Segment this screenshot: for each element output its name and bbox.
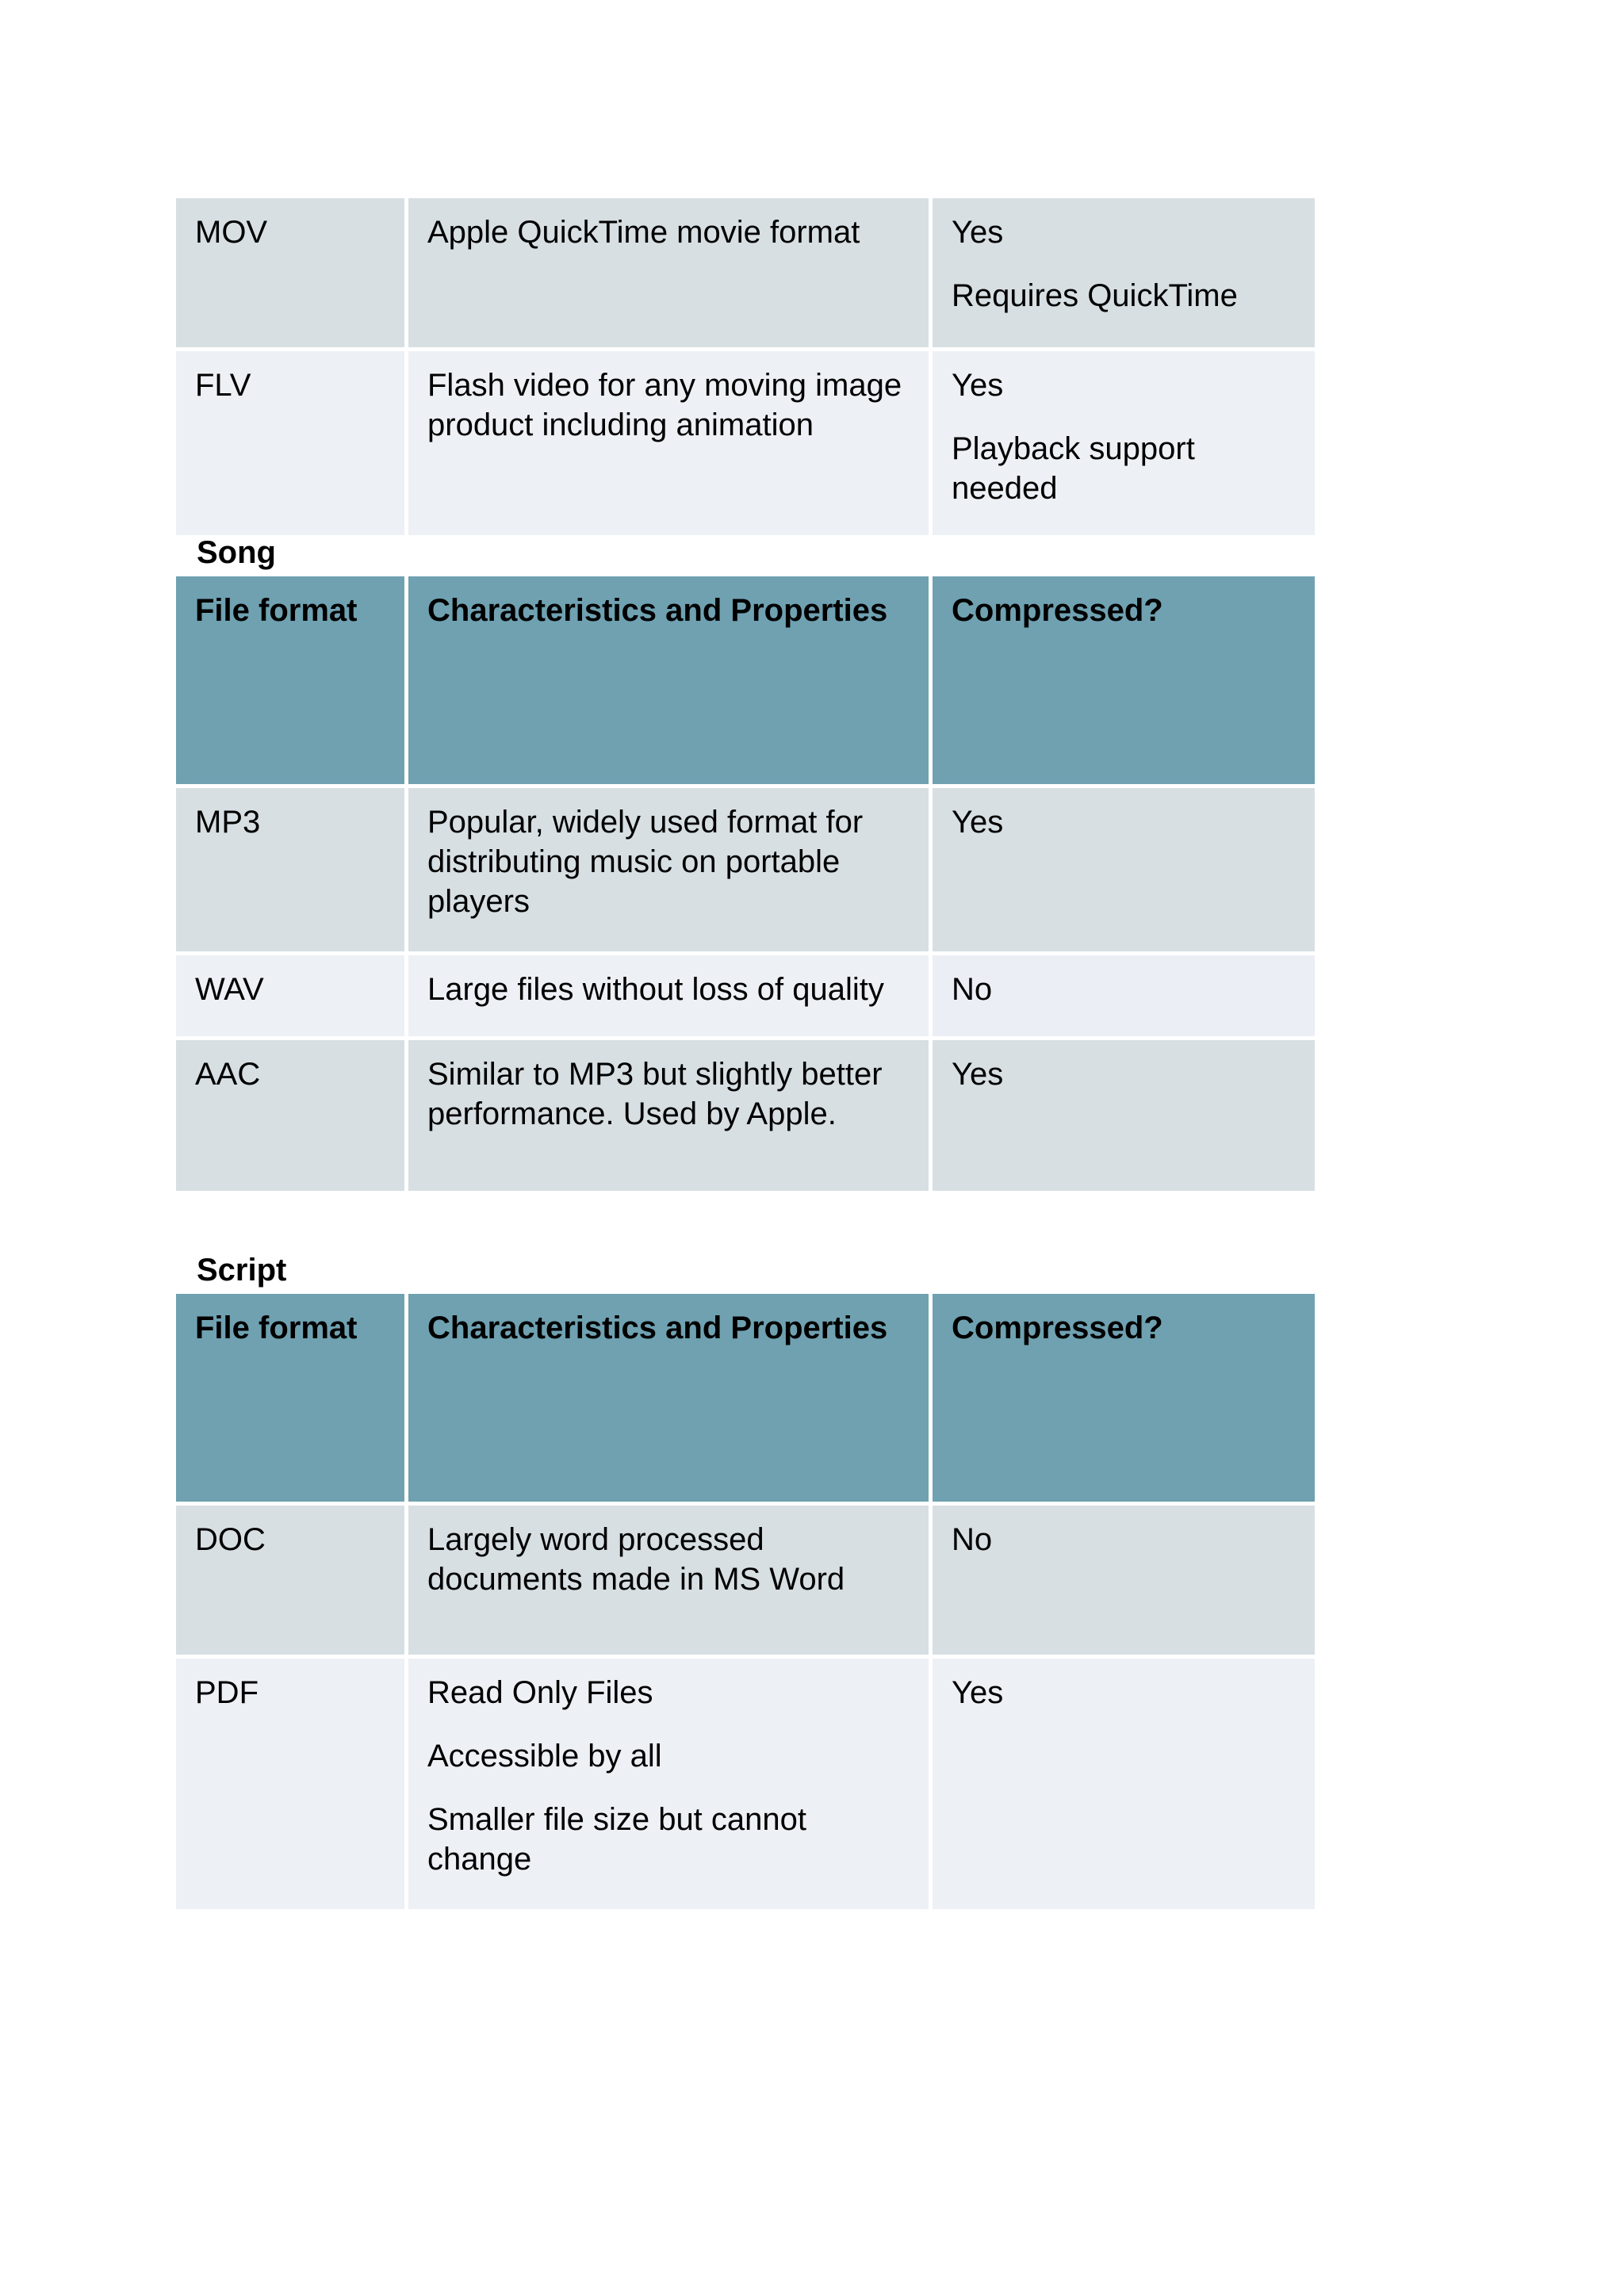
format-cell: WAV — [176, 955, 404, 1036]
table-row — [176, 351, 1315, 535]
format-cell: MP3 — [176, 788, 404, 951]
video-formats-table — [172, 194, 1319, 539]
format-cell: AAC — [176, 1040, 404, 1191]
description-cell: Popular, widely used format for distributing music on portable players — [408, 788, 929, 951]
document-page — [176, 198, 1316, 1913]
column-header: File format — [176, 1294, 404, 1502]
song-formats-table — [172, 572, 1319, 1195]
compressed-cell: No — [933, 1506, 1315, 1655]
table-header-row — [176, 576, 1315, 784]
column-header: File format — [176, 576, 404, 784]
format-cell: PDF — [176, 1659, 404, 1909]
column-header: Characteristics and Properties — [408, 576, 929, 784]
section-title-song: Song — [197, 535, 276, 570]
description-cell: Largely word processed documents made in MS Word — [408, 1506, 929, 1655]
compressed-cell: Yes — [933, 1040, 1315, 1191]
description-cell: Large files without loss of quality — [408, 955, 929, 1036]
table-row — [176, 955, 1315, 1036]
table-row — [176, 1040, 1315, 1191]
table-row — [176, 788, 1315, 951]
table-header-row — [176, 1294, 1315, 1502]
format-cell: DOC — [176, 1506, 404, 1655]
compressed-cell: Yes — [933, 788, 1315, 951]
column-header: Characteristics and Properties — [408, 1294, 929, 1502]
table-row — [176, 1506, 1315, 1655]
description-cell: Similar to MP3 but slightly better performance. Used by Apple. — [408, 1040, 929, 1191]
section-title-script: Script — [197, 1253, 287, 1288]
description-cell: Read Only Files Accessible by all Smaller file size but cannot change — [408, 1659, 929, 1909]
script-formats-table — [172, 1290, 1319, 1913]
table-row — [176, 1659, 1315, 1909]
format-cell: MOV — [176, 198, 404, 347]
compressed-cell: No — [933, 955, 1315, 1036]
table-row — [176, 198, 1315, 347]
column-header: Compressed? — [933, 1294, 1315, 1502]
compressed-cell: Yes Requires QuickTime — [933, 198, 1315, 347]
description-cell: Apple QuickTime movie format — [408, 198, 929, 347]
description-cell: Flash video for any moving image product including animation — [408, 351, 929, 535]
format-cell: FLV — [176, 351, 404, 535]
column-header: Compressed? — [933, 576, 1315, 784]
compressed-cell: Yes Playback support needed — [933, 351, 1315, 535]
compressed-cell: Yes — [933, 1659, 1315, 1909]
